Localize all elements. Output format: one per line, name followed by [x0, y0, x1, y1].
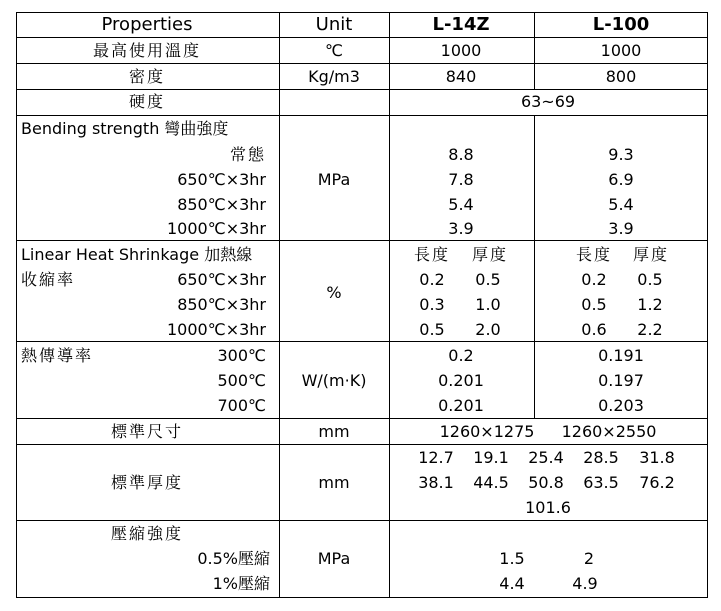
bending-l100-value: 9.3 [608, 145, 634, 164]
conductivity-l100-value: 0.197 [598, 371, 644, 390]
std-size-value: 1260×2550 [561, 422, 657, 441]
shrinkage-row-label: 1000℃×3hr [167, 320, 266, 339]
bending-label: Bending strength 彎曲強度 [21, 119, 229, 138]
std-thickness-value: 19.1 [473, 448, 509, 467]
grid-line [16, 89, 708, 90]
std-size-value: 1260×1275 [439, 422, 535, 441]
shrinkage-value: 0.6 [581, 320, 607, 339]
compressive-row-label: 1%壓縮 [212, 574, 270, 593]
grid-line [16, 37, 708, 38]
header-unit: Unit [315, 14, 353, 35]
std-thickness-value: 44.5 [473, 473, 509, 492]
grid-line [16, 240, 708, 241]
shrinkage-value: 0.5 [581, 295, 607, 314]
grid-line [389, 12, 390, 598]
grid-line [534, 115, 535, 418]
std-thickness-value: 28.5 [583, 448, 619, 467]
grid-line [16, 520, 708, 521]
conductivity-l100-value: 0.203 [598, 396, 644, 415]
bending-l14z-value: 7.8 [448, 170, 474, 189]
bending-row-label: 850℃×3hr [177, 195, 266, 214]
compressive-value: 1.5 [499, 549, 525, 568]
conductivity-unit: W/(m·K) [301, 371, 367, 390]
grid-line [16, 341, 708, 342]
shrinkage-value: 2.0 [475, 320, 501, 339]
max-temp-l14z: 1000 [440, 41, 482, 60]
shrinkage-col-thickness: 厚度 [471, 245, 509, 264]
density-label: 密度 [128, 67, 166, 86]
max-temp-unit: ℃ [325, 41, 343, 60]
conductivity-l14z-value: 0.2 [448, 346, 474, 365]
compressive-unit: MPa [317, 549, 351, 568]
std-thickness-label: 標準厚度 [110, 473, 184, 492]
std-thickness-value: 12.7 [418, 448, 454, 467]
shrinkage-label-cont: 收縮率 [21, 270, 76, 289]
bending-row-label: 650℃×3hr [177, 170, 266, 189]
conductivity-l14z-value: 0.201 [438, 371, 484, 390]
shrinkage-value: 0.5 [419, 320, 445, 339]
conductivity-row-label: 300℃ [217, 346, 266, 365]
header-product-l100: L-100 [592, 14, 650, 35]
bending-l14z-value: 8.8 [448, 145, 474, 164]
shrinkage-row-label: 650℃×3hr [177, 270, 266, 289]
bending-l100-value: 5.4 [608, 195, 634, 214]
shrinkage-value: 1.2 [637, 295, 663, 314]
bending-row-label: 常態 [229, 145, 266, 164]
grid-line [16, 418, 708, 419]
compressive-row-label: 0.5%壓縮 [197, 549, 270, 568]
std-thickness-value: 101.6 [525, 498, 571, 517]
grid-line [16, 12, 17, 598]
shrinkage-unit: % [326, 283, 342, 302]
conductivity-l100-value: 0.191 [598, 346, 644, 365]
header-product-l14z: L-14Z [432, 14, 490, 35]
shrinkage-row-label: 850℃×3hr [177, 295, 266, 314]
std-thickness-value: 63.5 [583, 473, 619, 492]
conductivity-label: 熱傳導率 [21, 346, 94, 365]
density-l14z: 840 [445, 67, 477, 86]
std-thickness-value: 76.2 [639, 473, 675, 492]
compressive-value: 2 [583, 549, 595, 568]
density-l100: 800 [605, 67, 637, 86]
shrinkage-value: 0.5 [475, 270, 501, 289]
shrinkage-col-thickness: 厚度 [632, 245, 670, 264]
grid-line [534, 12, 535, 90]
bending-l14z-value: 5.4 [448, 195, 474, 214]
conductivity-row-label: 700℃ [217, 396, 266, 415]
std-thickness-value: 31.8 [639, 448, 675, 467]
bending-l100-value: 6.9 [608, 170, 634, 189]
shrinkage-value: 0.2 [581, 270, 607, 289]
grid-line [16, 12, 708, 13]
max-temp-l100: 1000 [600, 41, 642, 60]
shrinkage-value: 1.0 [475, 295, 501, 314]
shrinkage-label: Linear Heat Shrinkage 加熱線 [21, 245, 253, 264]
hardness-label: 硬度 [128, 92, 166, 111]
bending-row-label: 1000℃×3hr [167, 219, 266, 238]
bending-l14z-value: 3.9 [448, 219, 474, 238]
shrinkage-col-length: 長度 [575, 245, 613, 264]
grid-line [16, 597, 708, 598]
compressive-value: 4.9 [572, 574, 598, 593]
std-thickness-value: 50.8 [528, 473, 564, 492]
hardness-value: 63~69 [520, 92, 576, 111]
bending-unit: MPa [317, 170, 351, 189]
std-thickness-unit: mm [318, 473, 350, 492]
grid-line [16, 115, 708, 116]
shrinkage-col-length: 長度 [413, 245, 451, 264]
compressive-value: 4.4 [499, 574, 525, 593]
shrinkage-value: 0.3 [419, 295, 445, 314]
shrinkage-value: 2.2 [637, 320, 663, 339]
std-size-unit: mm [318, 422, 350, 441]
shrinkage-value: 0.5 [637, 270, 663, 289]
std-thickness-value: 25.4 [528, 448, 564, 467]
conductivity-l14z-value: 0.201 [438, 396, 484, 415]
grid-line [707, 12, 708, 598]
grid-line [279, 12, 280, 598]
density-unit: Kg/m3 [308, 67, 360, 86]
std-thickness-value: 38.1 [418, 473, 454, 492]
bending-l100-value: 3.9 [608, 219, 634, 238]
grid-line [16, 444, 708, 445]
max-temp-label: 最高使用溫度 [92, 41, 202, 60]
grid-line [16, 63, 708, 64]
compressive-label: 壓縮強度 [110, 524, 184, 543]
header-properties: Properties [101, 14, 193, 35]
shrinkage-value: 0.2 [419, 270, 445, 289]
std-size-label: 標準尺寸 [110, 422, 184, 441]
conductivity-row-label: 500℃ [217, 371, 266, 390]
